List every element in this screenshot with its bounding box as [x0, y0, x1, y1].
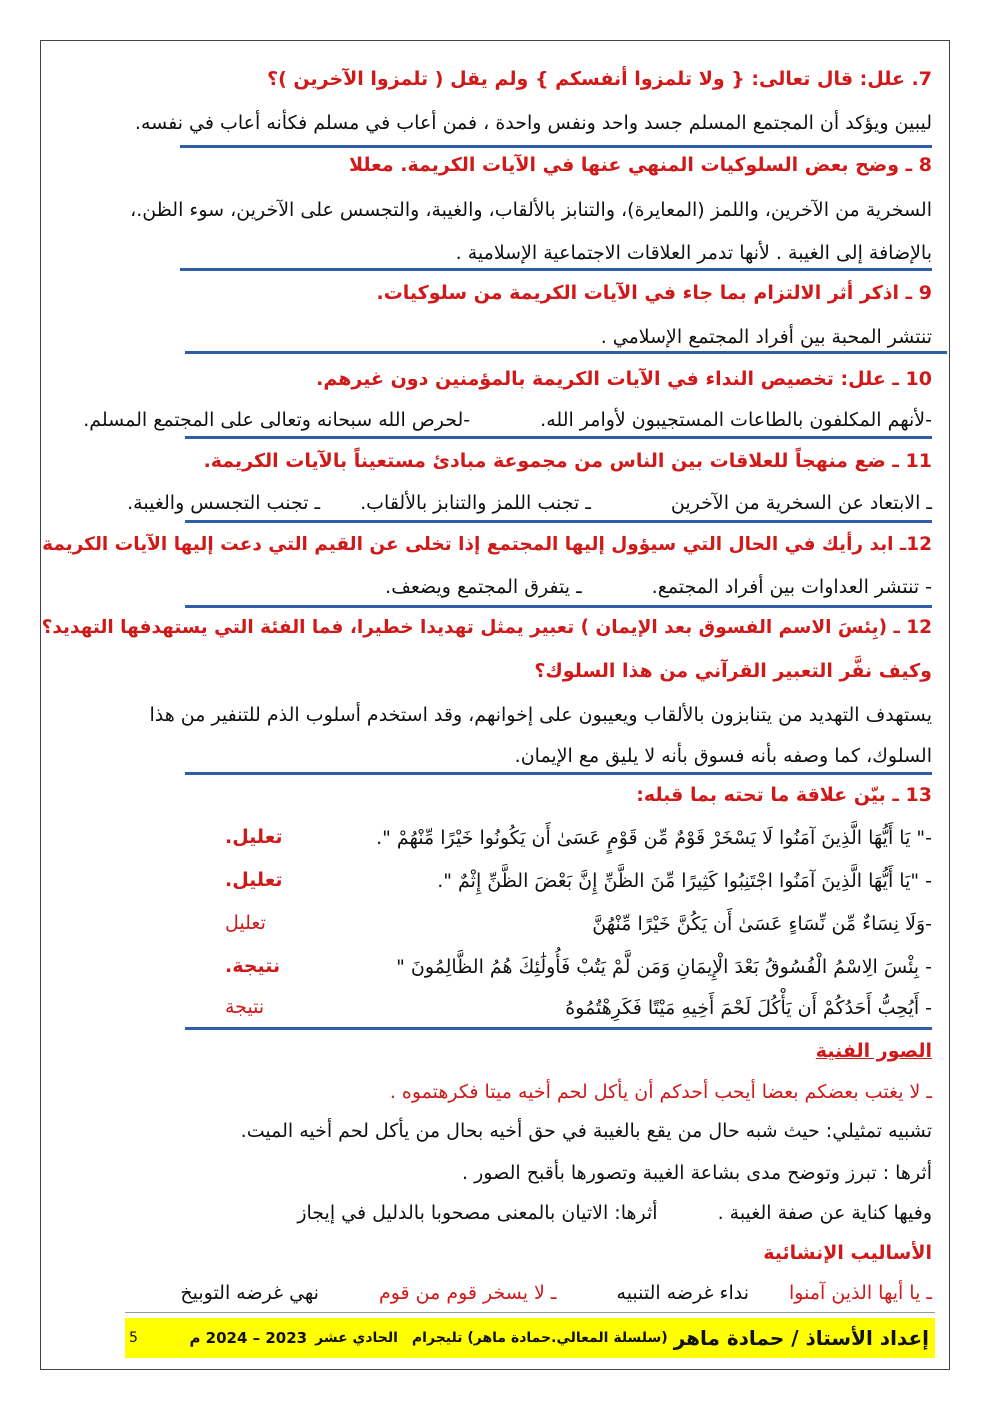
q12a-item: ـ يتفرق المجتمع ويضعف. — [385, 576, 582, 598]
q13-tag: نتيجة — [225, 996, 265, 1018]
q7-title: 7. علل: قال تعالى: { ولا تلمزوا أنفسكم } ولم يقل ( تلمزوا الآخرين )؟ — [267, 68, 932, 90]
q13-row — [60, 952, 932, 982]
page-number: 5 — [129, 1330, 138, 1346]
style-purpose: نهي غرضه التوبيخ — [180, 1282, 319, 1304]
q12a-items — [60, 572, 932, 602]
q13-title: 13 ـ بيّن علاقة ما تحته بما قبله: — [636, 784, 932, 806]
q12b-answer-1: يستهدف التهديد من يتنابزون بالألقاب ويعيبون على إخوانهم، وقد استخدم أسلوب الذم للتنفير من هذا — [149, 704, 932, 726]
style-purpose: نداء غرضه التنبيه — [616, 1282, 749, 1304]
images-verse: ـ لا يغتب بعضكم بعضا أيحب أحدكم أن يأكل لحم أخيه ميتا فكرهتموه . — [389, 1081, 932, 1103]
q7-answer: ليبين ويؤكد أن المجتمع المسلم جسد واحد ونفس واحدة ، فمن أعاب في مسلم فكأنه أعاب في نفسه. — [134, 112, 932, 134]
footer-bar — [125, 1318, 935, 1358]
q11-item: ـ تجنب التجسس والغيبة. — [127, 492, 321, 514]
q10-answers — [60, 405, 932, 435]
q12b-title-2: وكيف نفَّر التعبير القرآني من هذا السلوك؟ — [534, 660, 932, 682]
q12b-answer-2: السلوك، كما وصفه بأنه فسوق بأنه لا يليق مع الإيمان. — [514, 745, 932, 767]
divider — [185, 436, 932, 439]
divider — [180, 268, 932, 271]
q11-items — [60, 488, 932, 518]
footer-year: 2023 – 2024 م — [189, 1329, 308, 1347]
divider — [185, 520, 932, 523]
divider — [185, 605, 932, 608]
q8-title: 8 ـ وضح بعض السلوكيات المنهي عنها في الآيات الكريمة. معللا — [348, 154, 932, 176]
footer-series: (سلسلة المعالي.حمادة ماهر) تليجرام — [411, 1330, 668, 1346]
images-kinaya-effect: أثرها: الاتيان بالمعنى مصحوبا بالدليل في إيجاز — [297, 1202, 658, 1224]
images-heading: الصور الفنية — [815, 1040, 932, 1062]
styles-heading: الأساليب الإنشائية — [763, 1242, 932, 1264]
q12a-item: - تنتشر العداوات بين أفراد المجتمع. — [651, 576, 932, 598]
q13-row — [60, 823, 932, 853]
q10-title: 10 ـ علل: تخصيص النداء في الآيات الكريمة بالمؤمنين دون غيرهم. — [316, 368, 932, 390]
divider — [185, 772, 932, 775]
q13-tag: نتيجة. — [225, 955, 281, 977]
q13-verse: - "يَا أَيُّهَا الَّذِينَ آمَنُوا اجْتَنِبُوا كَثِيرًا مِّنَ الظَّنِّ إِنَّ بَعْضَ الظَّنِّ إِثْمٌ ". — [437, 870, 932, 892]
q12b-title-1: 12 ـ (بِئسَ الاسم الفسوق بعد الإيمان ) تعبير يمثل تهديدا خطيرا، فما الفئة التي يستهدفها التهديد؟ — [41, 617, 932, 638]
images-simile: تشبيه تمثيلي: حيث شبه حال من يقع بالغيبة في حق أخيه بحال من يأكل لحم أخيه الميت. — [240, 1120, 932, 1142]
q13-verse: -" يَا أَيُّهَا الَّذِينَ آمَنُوا لَا يَسْخَرْ قَوْمٌ مِّن قَوْمٍ عَسَىٰ أَن يَكُونُوا خَيْرًا مِّنْهُمْ ". — [376, 827, 932, 849]
q13-verse: -وَلَا نِسَاءٌ مِّن نِّسَاءٍ عَسَىٰ أَن يَكُنَّ خَيْرًا مِّنْهُنَّ — [592, 913, 932, 935]
styles-row — [60, 1278, 932, 1308]
q13-verse: - بِئْسَ الِاسْمُ الْفُسُوقُ بَعْدَ الْإِيمَانِ وَمَن لَّمْ يَتُبْ فَأُولَٰئِكَ هُمُ الظَّالِمُونَ " — [396, 956, 932, 978]
images-effect: أثرها : تبرز وتوضح مدى بشاعة الغيبة وتصورها بأقبح الصور . — [462, 1162, 932, 1184]
divider — [185, 351, 947, 354]
q10-answer-a: -لأنهم المكلفون بالطاعات المستجيبون لأوامر الله. — [540, 409, 932, 431]
q13-tag: تعليل. — [225, 869, 283, 891]
style-phrase: ـ يا أيها الذين آمنوا — [789, 1282, 932, 1304]
style-phrase: ـ لا يسخر قوم من قوم — [378, 1282, 557, 1304]
images-kinaya: وفيها كناية عن صفة الغيبة . — [717, 1202, 932, 1224]
q10-answer-b: -لحرص الله سبحانه وتعالى على المجتمع المسلم. — [83, 409, 471, 431]
q9-title: 9 ـ اذكر أثر الالتزام بما جاء في الآيات الكريمة من سلوكيات. — [376, 282, 932, 304]
footer-grade: الحادي عشر — [315, 1330, 398, 1346]
q13-row — [60, 993, 932, 1023]
q13-tag: تعليل. — [225, 826, 283, 848]
q8-answer-2: بالإضافة إلى الغيبة . لأنها تدمر العلاقات الاجتماعية الإسلامية . — [455, 242, 932, 264]
q13-row — [60, 866, 932, 896]
q9-answer: تنتشر المحبة بين أفراد المجتمع الإسلامي . — [600, 326, 932, 348]
q11-item: ـ الابتعاد عن السخرية من الآخرين — [670, 492, 932, 514]
divider — [185, 1027, 932, 1030]
q13-verse: - أَيُحِبُّ أَحَدُكُمْ أَن يَأْكُلَ لَحْمَ أَخِيهِ مَيْتًا فَكَرِهْتُمُوهُ — [565, 997, 932, 1019]
q12a-title: 12ـ ابد رأيك في الحال التي سيؤول إليها المجتمع إذا تخلى عن القيم التي دعت إليها الآيات الكريمة — [42, 534, 932, 555]
divider — [180, 145, 932, 148]
q8-answer-1: السخرية من الآخرين، واللمز (المعايرة)، والتنابز بالألقاب، والغيبة، والتجسس على الآخرين، سوء الظن.، — [130, 199, 932, 221]
footer-divider — [125, 1312, 935, 1313]
q11-item: ـ تجنب اللمز والتنابز بالألقاب. — [360, 492, 591, 514]
q11-title: 11 ـ ضع منهجاً للعلاقات بين الناس من مجموعة مبادئ مستعيناً بالآيات الكريمة. — [203, 450, 932, 472]
images-kinaya-row — [60, 1198, 932, 1228]
footer-author: إعداد الأستاذ / حمادة ماهر — [673, 1326, 929, 1350]
q13-tag: تعليل — [225, 912, 266, 934]
q13-row — [60, 909, 932, 939]
